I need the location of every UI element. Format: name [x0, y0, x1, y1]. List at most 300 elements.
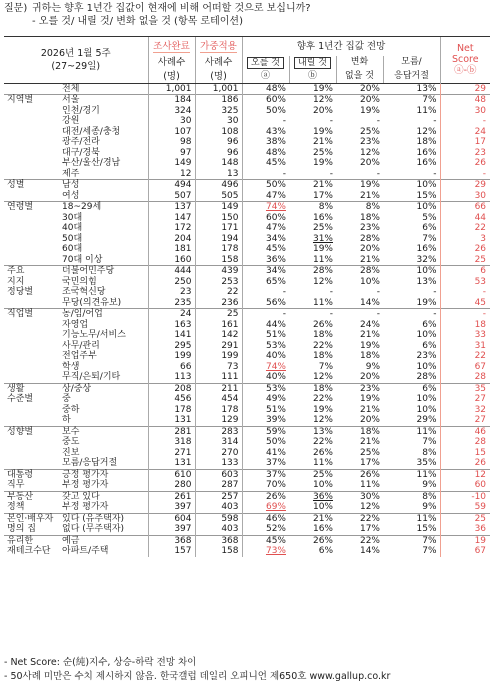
same-pct: 21%: [359, 404, 380, 415]
completed-count: 66: [148, 362, 195, 373]
row-label: 여성: [62, 190, 80, 201]
net-score: 24: [440, 127, 490, 138]
weighted-count: 30: [195, 116, 242, 127]
weighted-count: 73: [195, 362, 242, 373]
down-pct: 19%: [289, 83, 336, 95]
net-score: 28: [440, 372, 490, 383]
dk-pct: 13%: [416, 276, 437, 287]
group-label: [4, 213, 60, 224]
weighted-count: 325: [195, 106, 242, 117]
row-label: 중도: [62, 437, 80, 447]
completed-count: 280: [148, 480, 195, 491]
up-pct: 59%: [242, 426, 289, 437]
dk-pct: 7%: [422, 546, 437, 556]
down-pct: 25%: [312, 147, 333, 158]
table-row: [4, 469, 490, 480]
weighted-count: 158: [195, 546, 242, 557]
completed-count: 1,001: [148, 83, 195, 95]
up-pct: 73%: [242, 546, 289, 557]
completed-count: 149: [148, 158, 195, 169]
up-pct: 60%: [242, 95, 289, 106]
dk-pct: 23%: [416, 351, 437, 361]
dk-pct: 16%: [416, 158, 437, 168]
same-pct: 23%: [336, 383, 383, 394]
completed-count: 295: [148, 341, 195, 352]
table-row: [4, 244, 490, 255]
up-pct: 40%: [242, 351, 289, 362]
net-score: 22: [440, 223, 490, 234]
same-pct: 18%: [336, 426, 383, 437]
net-score: 29: [440, 180, 490, 191]
weighted-count: 171: [195, 223, 242, 234]
down-pct: 12%: [312, 372, 333, 382]
completed-count: 181: [148, 244, 195, 255]
table-row: [4, 524, 490, 535]
table-row: [4, 502, 490, 513]
row-label: 상/중상: [60, 383, 148, 394]
row-label: 무직/은퇴/기타: [62, 372, 121, 382]
table-row: [4, 362, 490, 373]
row-label: 60대: [62, 244, 83, 254]
weighted-count: 133: [195, 458, 242, 469]
completed-count: 97: [148, 148, 195, 159]
net-score: 23: [440, 148, 490, 159]
table-row: [4, 491, 490, 502]
completed-count: 131: [148, 415, 195, 426]
same-pct: 20%: [359, 244, 380, 254]
down-pct: 19%: [312, 404, 333, 415]
same-pct: 20%: [359, 372, 380, 382]
down-pct: 21%: [289, 180, 336, 191]
completed-count: 98: [148, 137, 195, 148]
group-label: 본인·배우자: [4, 513, 60, 524]
dk-pct: 35%: [416, 458, 437, 468]
weighted-count: 496: [195, 180, 242, 191]
group-label: 생활: [4, 383, 60, 394]
down-code: ⓑ: [289, 70, 336, 84]
weighted-count: 505: [195, 191, 242, 202]
same-pct: 19%: [359, 105, 380, 116]
table-row: [4, 480, 490, 491]
weighted-count: 150: [195, 213, 242, 224]
dk-pct: 16%: [416, 147, 437, 158]
net-score: 53: [440, 277, 490, 288]
dk-pct: 6%: [422, 223, 437, 233]
completed-header: 조사완료: [148, 37, 195, 56]
row-label: 없다 (무주택자): [62, 524, 125, 534]
down-pct: -: [329, 116, 333, 126]
down-pct: 22%: [312, 394, 333, 404]
table-row: [4, 169, 490, 180]
up-pct: 69%: [242, 502, 289, 513]
table-row: [4, 234, 490, 245]
row-label: 진보: [62, 447, 80, 458]
dk-pct: 9%: [422, 480, 437, 490]
same-pct: -: [336, 309, 383, 320]
table-row: [4, 298, 490, 309]
weighted-count: 403: [195, 524, 242, 535]
same-pct: -: [376, 116, 380, 126]
row-label: 더불어민주당: [60, 266, 148, 277]
row-label: 있다 (유주택자): [60, 513, 148, 524]
group-label: 부동산: [4, 491, 60, 502]
group-label: 정당별: [7, 287, 34, 297]
completed-count: 261: [148, 491, 195, 502]
completed-count: 456: [148, 394, 195, 405]
persons-header-2: (명): [195, 70, 242, 84]
row-label: 70대 이상: [62, 254, 103, 265]
same-pct: 12%: [359, 502, 380, 512]
group-label: [4, 234, 60, 245]
same-pct: 26%: [336, 469, 383, 480]
up-pct: 52%: [242, 524, 289, 535]
net-score-header: Net Score ⓐ-ⓑ: [440, 37, 490, 84]
net-score: 25: [440, 513, 490, 524]
row-label: 하: [62, 415, 71, 425]
up-pct: 36%: [242, 255, 289, 266]
question-options: - 오를 것/ 내릴 것/ 변화 없을 것 (항목 로테이션): [32, 16, 243, 27]
net-score: 67: [440, 546, 490, 557]
up-pct: 41%: [242, 448, 289, 459]
up-pct: 60%: [242, 213, 289, 224]
net-score: 66: [440, 202, 490, 213]
completed-count: 507: [148, 191, 195, 202]
completed-count: 23: [148, 287, 195, 298]
table-row: [4, 405, 490, 416]
down-pct: 36%: [289, 491, 336, 502]
same-pct: 24%: [359, 319, 380, 330]
table-row: [4, 330, 490, 341]
row-label: 부정 평가자: [62, 502, 109, 512]
weighted-count: 253: [195, 277, 242, 288]
row-label: 중하: [62, 404, 80, 415]
same-pct: 14%: [359, 546, 380, 556]
dk-pct: 15%: [416, 190, 437, 201]
outlook-header: 향후 1년간 집값 전망: [242, 37, 440, 56]
group-label: 지지: [7, 276, 25, 287]
dk-pct: 6%: [422, 340, 437, 351]
weighted-count: 257: [195, 491, 242, 502]
down-pct: 7%: [318, 361, 333, 372]
group-label: [4, 298, 60, 309]
dk-pct: 7%: [422, 437, 437, 447]
same-pct: 21%: [359, 330, 380, 340]
row-label: 자영업: [62, 319, 89, 330]
net-score: 12: [440, 469, 490, 480]
net-score: 18: [440, 320, 490, 331]
up-pct: 65%: [242, 277, 289, 288]
up-pct: 50%: [242, 437, 289, 448]
cases-header-2: 사례수: [195, 56, 242, 70]
net-score: 33: [440, 330, 490, 341]
weighted-count: 314: [195, 437, 242, 448]
same-pct: 22%: [336, 513, 383, 524]
completed-count: 271: [148, 448, 195, 459]
results-table: [4, 36, 490, 557]
row-label: 서울: [60, 95, 148, 106]
net-score: 46: [440, 426, 490, 437]
same-header: 변화: [336, 56, 383, 70]
cases-header-1: 사례수: [148, 56, 195, 70]
net-score: 45: [440, 298, 490, 309]
table-row: [4, 202, 490, 213]
same-pct: 23%: [359, 223, 380, 233]
row-label: 아파트/주택: [62, 546, 109, 556]
down-pct: 25%: [289, 469, 336, 480]
net-score: 30: [440, 106, 490, 117]
net-score: 3: [440, 234, 490, 245]
completed-count: 318: [148, 437, 195, 448]
net-score: -: [440, 287, 490, 298]
group-label: [4, 169, 60, 180]
completed-count: 157: [148, 546, 195, 557]
same-pct: 30%: [336, 491, 383, 502]
up-pct: 45%: [242, 244, 289, 255]
group-label: [4, 437, 60, 448]
row-label: 모름/응답거절: [62, 458, 118, 468]
completed-count: 604: [148, 513, 195, 524]
dk-pct: 11%: [383, 513, 440, 524]
row-label: 기능노무/서비스: [62, 330, 126, 340]
dk-pct: 18%: [416, 137, 437, 147]
group-label: [4, 341, 60, 352]
dk-pct: 10%: [383, 266, 440, 277]
weighted-count: 211: [195, 383, 242, 394]
table-row: [4, 213, 490, 224]
group-label: 직무: [7, 480, 25, 490]
row-label: 긍정 평가자: [60, 469, 148, 480]
net-score: 48: [440, 95, 490, 106]
up-pct: -: [242, 309, 289, 320]
dk-pct: 6%: [383, 383, 440, 394]
down-pct: 21%: [312, 137, 333, 147]
down-pct: 16%: [312, 212, 333, 223]
down-pct: 19%: [312, 244, 333, 254]
weighted-count: 270: [195, 448, 242, 459]
down-pct: 26%: [289, 535, 336, 546]
group-label: 수준별: [7, 394, 34, 404]
weighted-count: 25: [195, 309, 242, 320]
dk-pct: 19%: [416, 297, 437, 308]
row-label: 부정 평가자: [62, 480, 109, 490]
up-pct: 45%: [242, 158, 289, 169]
same-pct: -: [376, 287, 380, 297]
row-label: 40대: [62, 223, 83, 233]
same-pct: 19%: [359, 340, 380, 351]
dk-pct: 10%: [383, 202, 440, 213]
net-score: 44: [440, 213, 490, 224]
completed-count: 178: [148, 405, 195, 416]
row-label: 전업주부: [62, 351, 97, 361]
group-label: [4, 351, 60, 362]
row-label: 광주/전라: [62, 137, 100, 147]
down-pct: 11%: [312, 297, 333, 308]
row-label: 보수: [60, 426, 148, 437]
table-row: [4, 148, 490, 159]
down-pct: -: [329, 287, 333, 297]
persons-header-1: (명): [148, 70, 195, 84]
completed-count: 160: [148, 255, 195, 266]
footnotes: [4, 656, 390, 684]
completed-count: 137: [148, 202, 195, 213]
dk-pct: -: [383, 309, 440, 320]
net-score: 59: [440, 502, 490, 513]
group-label: [4, 255, 60, 266]
weighted-header: 가중적용: [195, 37, 242, 56]
completed-count: 12: [148, 169, 195, 180]
same-pct: 9%: [365, 361, 380, 372]
down-pct: 26%: [312, 319, 333, 330]
same-pct: 21%: [359, 254, 380, 265]
row-label: 갖고 있다: [60, 491, 148, 502]
weighted-count: 403: [195, 502, 242, 513]
dk-header-2: 응답거절: [383, 70, 440, 84]
weighted-count: 283: [195, 426, 242, 437]
up-pct: 74%: [242, 362, 289, 373]
row-label: 조국혁신당: [62, 287, 106, 297]
group-label: 재테크수단: [7, 546, 51, 556]
net-score: 17: [440, 137, 490, 148]
net-score: 25: [440, 255, 490, 266]
question-label: 질문): [4, 3, 28, 14]
up-pct: 50%: [242, 180, 289, 191]
group-label: 명의 집: [7, 524, 36, 534]
same-pct: 25%: [359, 447, 380, 458]
net-score: 27: [440, 415, 490, 426]
row-label: 학생: [62, 361, 80, 372]
table-row: [4, 351, 490, 362]
dk-pct: 29%: [416, 415, 437, 425]
same-pct: 20%: [359, 158, 380, 168]
group-label: [4, 191, 60, 202]
row-label: 강원: [62, 116, 80, 126]
up-pct: 50%: [242, 106, 289, 117]
down-pct: 21%: [289, 513, 336, 524]
footnote-source: - 50사례 미만은 수치 제시하지 않음. 한국갤럽 데일리 오피니언 제650호 www.gallup.co.kr: [4, 671, 391, 682]
up-pct: 48%: [242, 148, 289, 159]
completed-count: 250: [148, 277, 195, 288]
dk-header: 모름/: [383, 56, 440, 70]
same-pct: 19%: [336, 180, 383, 191]
row-label: 50대: [62, 233, 83, 244]
dk-pct: -: [433, 168, 437, 179]
weighted-count: 108: [195, 127, 242, 138]
up-pct: 44%: [242, 320, 289, 331]
down-pct: 18%: [312, 351, 333, 361]
dk-pct: -: [433, 287, 437, 297]
down-pct: 10%: [312, 480, 333, 490]
dk-pct: 10%: [383, 180, 440, 191]
down-pct: 18%: [289, 383, 336, 394]
table-row: [4, 127, 490, 138]
weighted-count: 287: [195, 480, 242, 491]
completed-count: 204: [148, 234, 195, 245]
same-pct: 21%: [359, 437, 380, 447]
footnote-net: - Net Score: 순(純)지수, 상승-하락 전망 차이: [4, 657, 197, 668]
down-pct: 12%: [312, 415, 333, 425]
same-pct: 20%: [336, 83, 383, 95]
dk-pct: 11%: [383, 469, 440, 480]
up-pct: 45%: [242, 535, 289, 546]
down-pct: 19%: [312, 126, 333, 137]
same-pct: 23%: [359, 137, 380, 147]
group-label: [4, 223, 60, 234]
table-row: [4, 320, 490, 331]
dk-pct: 10%: [416, 394, 437, 404]
group-label: 정책: [7, 502, 25, 512]
table-row: [4, 341, 490, 352]
group-label: 유리한: [4, 535, 60, 546]
same-pct: 20%: [336, 95, 383, 106]
group-label: [4, 458, 60, 469]
weighted-count: 96: [195, 137, 242, 148]
down-pct: 22%: [312, 340, 333, 351]
same-pct: -: [376, 168, 380, 179]
up-pct: 39%: [242, 415, 289, 426]
weighted-count: 194: [195, 234, 242, 245]
table-row: [4, 277, 490, 288]
group-label: 성별: [4, 180, 60, 191]
weighted-count: 439: [195, 266, 242, 277]
dk-pct: 10%: [416, 361, 437, 372]
net-score: 30: [440, 191, 490, 202]
group-label: [4, 148, 60, 159]
group-label: 직업별: [4, 309, 60, 320]
dk-pct: 32%: [416, 254, 437, 265]
up-code: ⓐ: [242, 70, 289, 84]
group-label: 성향별: [4, 426, 60, 437]
dk-pct: 7%: [422, 233, 437, 244]
completed-count: 610: [148, 469, 195, 480]
table-row: [4, 372, 490, 383]
completed-count: 235: [148, 298, 195, 309]
dk-pct: 8%: [422, 447, 437, 458]
completed-count: 281: [148, 426, 195, 437]
weighted-count: 236: [195, 298, 242, 309]
weighted-count: 178: [195, 405, 242, 416]
net-score: 32: [440, 405, 490, 416]
dk-pct: 15%: [416, 524, 437, 534]
row-label: 중: [62, 394, 71, 404]
group-label: [4, 158, 60, 169]
completed-count: 444: [148, 266, 195, 277]
weighted-count: 22: [195, 287, 242, 298]
group-label: [4, 320, 60, 331]
dk-pct: 5%: [422, 212, 437, 223]
weighted-count: 96: [195, 148, 242, 159]
weighted-count: 178: [195, 244, 242, 255]
group-label: 주요: [4, 266, 60, 277]
same-header-2: 없을 것: [336, 70, 383, 84]
table-row: [4, 394, 490, 405]
dk-pct: 11%: [383, 426, 440, 437]
table-row: [4, 426, 490, 437]
up-pct: 70%: [242, 480, 289, 491]
row-label: 제주: [62, 168, 80, 179]
net-score: -10: [440, 491, 490, 502]
group-label: [4, 405, 60, 416]
weighted-count: 161: [195, 320, 242, 331]
group-label: [4, 415, 60, 426]
down-pct: 28%: [289, 266, 336, 277]
table-row: [4, 546, 490, 557]
dk-pct: 7%: [383, 95, 440, 106]
row-label: 사무/관리: [62, 340, 100, 351]
up-pct: 47%: [242, 223, 289, 234]
group-label: [4, 127, 60, 138]
completed-count: 131: [148, 458, 195, 469]
group-label: [4, 330, 60, 341]
